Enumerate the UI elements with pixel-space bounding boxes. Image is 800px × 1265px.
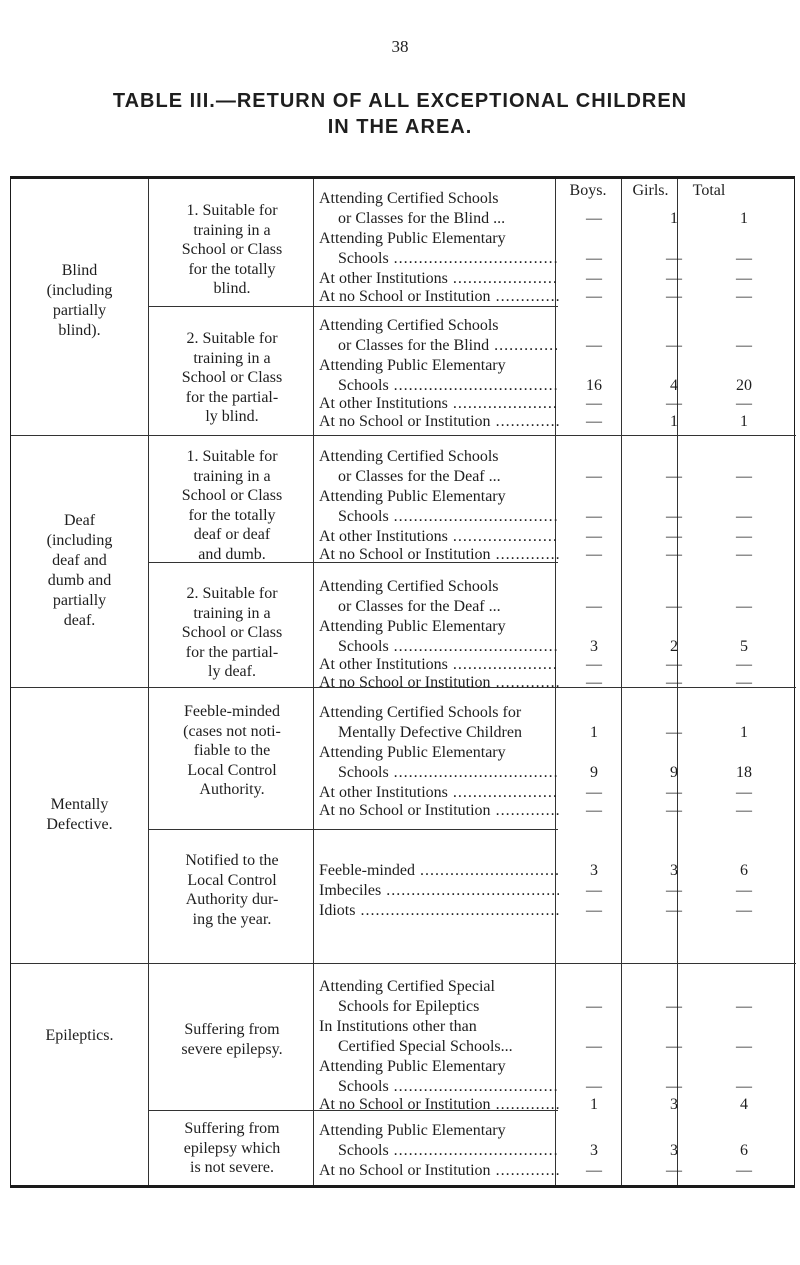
subcategory-not-severe-epilepsy: Suffering from epilepsy which is not severe. xyxy=(183,1120,281,1176)
subcategory-severe-epilepsy: Suffering from severe epilepsy. xyxy=(181,1021,283,1058)
row-label: Mentally Defective Children xyxy=(338,724,522,741)
row-label: or Classes for the Blind ..... xyxy=(338,336,559,356)
boys-value: 3 xyxy=(590,862,598,879)
table-row xyxy=(319,881,796,901)
row-label: Imbeciles ..... xyxy=(319,881,559,901)
boys-value: — xyxy=(586,784,602,801)
total-value: 20 xyxy=(736,377,752,394)
row-label: At other Institutions ..... xyxy=(319,269,559,289)
row-label: Attending Certified Schools xyxy=(319,578,499,595)
total-value: — xyxy=(736,674,752,691)
table-row xyxy=(319,1095,796,1115)
total-value: — xyxy=(736,1162,752,1179)
girls-value: — xyxy=(666,998,682,1015)
row-label: Attending Public Elementary xyxy=(319,357,506,374)
girls-value: — xyxy=(666,724,682,741)
table-row xyxy=(319,1141,796,1161)
total-value: — xyxy=(736,656,752,673)
table-subtitle: IN THE AREA. xyxy=(327,116,473,138)
boys-value: — xyxy=(586,288,602,305)
table-row xyxy=(319,356,796,376)
boys-value: — xyxy=(586,337,602,354)
category-deaf: Deaf (including deaf and dumb and partially deaf. xyxy=(46,512,113,629)
total-value: — xyxy=(736,250,752,267)
total-value: 1 xyxy=(740,413,748,430)
row-label: In Institutions other than xyxy=(319,1018,477,1035)
table-row xyxy=(319,997,796,1017)
row-label: At no School or Institution ..... xyxy=(319,1095,559,1115)
exceptional-children-table xyxy=(10,176,795,1188)
girls-value: — xyxy=(666,1078,682,1095)
girls-value: 1 xyxy=(670,210,678,227)
boys-value: 9 xyxy=(590,764,598,781)
girls-value: 1 xyxy=(670,413,678,430)
row-rule xyxy=(148,829,558,830)
girls-value: — xyxy=(666,674,682,691)
subcategory-partially-blind: 2. Suitable for training in a School or Class for the partial- ly blind. xyxy=(181,330,283,425)
subcategory-totally-deaf: 1. Suitable for training in a School or Class for the totally deaf or deaf and dumb. xyxy=(181,448,283,563)
boys-value: — xyxy=(586,546,602,563)
row-label: Schools ..... xyxy=(338,376,559,396)
girls-value: — xyxy=(666,250,682,267)
total-value: — xyxy=(736,598,752,615)
row-label: Schools ..... xyxy=(338,637,559,657)
total-value: — xyxy=(736,508,752,525)
header-total: Total xyxy=(692,182,726,199)
table-row xyxy=(319,447,796,467)
table-row xyxy=(319,487,796,507)
total-value: — xyxy=(736,902,752,919)
total-value: 4 xyxy=(740,1096,748,1113)
subcategory-totally-blind: 1. Suitable for training in a School or Class for the totally blind. xyxy=(181,202,283,297)
girls-value: 9 xyxy=(670,764,678,781)
total-value: — xyxy=(736,998,752,1015)
total-value: 5 xyxy=(740,638,748,655)
boys-value: 16 xyxy=(586,377,602,394)
total-value: — xyxy=(736,882,752,899)
row-label: Schools for Epileptics xyxy=(338,998,480,1015)
table-row xyxy=(319,763,796,783)
row-label: Attending Certified Special xyxy=(319,978,495,995)
total-value: — xyxy=(736,528,752,545)
total-value: — xyxy=(736,1078,752,1095)
row-label: At no School or Institution ..... xyxy=(319,545,559,565)
table-row xyxy=(319,467,796,487)
girls-value: — xyxy=(666,528,682,545)
boys-value: 1 xyxy=(590,1096,598,1113)
girls-value: — xyxy=(666,656,682,673)
boys-value: — xyxy=(586,413,602,430)
total-value: — xyxy=(736,337,752,354)
boys-value: — xyxy=(586,598,602,615)
total-value: — xyxy=(736,546,752,563)
boys-value: — xyxy=(586,210,602,227)
girls-value: — xyxy=(666,395,682,412)
table-row xyxy=(319,527,796,547)
table-row xyxy=(319,1037,796,1057)
girls-value: — xyxy=(666,882,682,899)
row-label: Attending Certified Schools xyxy=(319,317,499,334)
row-label: or Classes for the Deaf ... xyxy=(338,468,501,485)
table-row xyxy=(319,269,796,289)
row-label: Attending Public Elementary xyxy=(319,1122,506,1139)
table-row xyxy=(319,1161,796,1181)
row-rule xyxy=(11,435,796,436)
boys-value: — xyxy=(586,998,602,1015)
total-value: — xyxy=(736,395,752,412)
row-label: Schools ..... xyxy=(338,1077,559,1097)
boys-value: — xyxy=(586,528,602,545)
girls-value: — xyxy=(666,902,682,919)
girls-value: — xyxy=(666,508,682,525)
row-label: Schools ..... xyxy=(338,1141,559,1161)
table-row xyxy=(319,336,796,356)
boys-value: — xyxy=(586,656,602,673)
total-value: — xyxy=(736,288,752,305)
subcategory-notified: Notified to the Local Control Authority dur- ing the year. xyxy=(185,852,279,928)
table-title: TABLE III.—RETURN OF ALL EXCEPTIONAL CHILDREN xyxy=(112,90,688,112)
table-row xyxy=(319,1057,796,1077)
table-row xyxy=(319,861,796,881)
table-row xyxy=(319,249,796,269)
girls-value: 3 xyxy=(670,1096,678,1113)
boys-value: — xyxy=(586,468,602,485)
category-blind: Blind (including partially blind). xyxy=(46,262,113,339)
table-row xyxy=(319,977,796,997)
boys-value: 3 xyxy=(590,638,598,655)
table-row xyxy=(319,783,796,803)
girls-value: — xyxy=(666,802,682,819)
row-label: Attending Public Elementary xyxy=(319,1058,506,1075)
table-row xyxy=(319,637,796,657)
total-value: — xyxy=(736,1038,752,1055)
girls-value: — xyxy=(666,598,682,615)
table-row xyxy=(319,189,796,209)
table-row xyxy=(319,743,796,763)
girls-value: 3 xyxy=(670,1142,678,1159)
girls-value: 4 xyxy=(670,377,678,394)
table-row xyxy=(319,376,796,396)
row-label: At other Institutions ..... xyxy=(319,783,559,803)
boys-value: — xyxy=(586,902,602,919)
total-value: 1 xyxy=(740,210,748,227)
table-row xyxy=(319,412,796,432)
row-label: Attending Public Elementary xyxy=(319,618,506,635)
row-label: Attending Certified Schools xyxy=(319,190,499,207)
table-row xyxy=(319,801,796,821)
boys-value: 3 xyxy=(590,1142,598,1159)
row-label: At other Institutions ..... xyxy=(319,655,559,675)
row-label: At no School or Institution ..... xyxy=(319,1161,559,1181)
girls-value: — xyxy=(666,1162,682,1179)
row-label: Schools ..... xyxy=(338,763,559,783)
row-label: or Classes for the Deaf ... xyxy=(338,598,501,615)
girls-value: — xyxy=(666,1038,682,1055)
row-label: At other Institutions ..... xyxy=(319,394,559,414)
row-label: At other Institutions ..... xyxy=(319,527,559,547)
table-row xyxy=(319,287,796,307)
table-row xyxy=(319,577,796,597)
row-label: or Classes for the Blind ... xyxy=(338,210,506,227)
girls-value: 2 xyxy=(670,638,678,655)
table-row xyxy=(319,723,796,743)
boys-value: — xyxy=(586,508,602,525)
boys-value: — xyxy=(586,802,602,819)
row-label: At no School or Institution ..... xyxy=(319,412,559,432)
category-epileptics: Epileptics. xyxy=(45,1027,114,1044)
boys-value: — xyxy=(586,882,602,899)
row-label: At no School or Institution ..... xyxy=(319,673,559,693)
boys-value: — xyxy=(586,1162,602,1179)
table-row xyxy=(319,316,796,336)
table-row xyxy=(319,673,796,693)
table-row xyxy=(319,209,796,229)
table-row xyxy=(319,229,796,249)
table-row xyxy=(319,597,796,617)
boys-value: — xyxy=(586,270,602,287)
table-row xyxy=(319,507,796,527)
total-value: — xyxy=(736,270,752,287)
row-label: Attending Public Elementary xyxy=(319,744,506,761)
row-label: At no School or Institution ..... xyxy=(319,287,559,307)
total-value: — xyxy=(736,802,752,819)
row-label: At no School or Institution ..... xyxy=(319,801,559,821)
row-label: Schools ..... xyxy=(338,249,559,269)
total-value: — xyxy=(736,784,752,801)
row-label: Idiots ..... xyxy=(319,901,559,921)
girls-value: — xyxy=(666,270,682,287)
boys-value: — xyxy=(586,395,602,412)
table-row xyxy=(319,901,796,921)
table-row xyxy=(319,1077,796,1097)
boys-value: — xyxy=(586,250,602,267)
table-row xyxy=(319,655,796,675)
boys-value: — xyxy=(586,1078,602,1095)
row-label: Schools ..... xyxy=(338,507,559,527)
table-row xyxy=(319,703,796,723)
girls-value: 3 xyxy=(670,862,678,879)
subcategory-partially-deaf: 2. Suitable for training in a School or Class for the partial- ly deaf. xyxy=(181,585,283,680)
total-value: 6 xyxy=(740,1142,748,1159)
total-value: 18 xyxy=(736,764,752,781)
row-label: Attending Certified Schools for xyxy=(319,704,522,721)
row-label: Attending Public Elementary xyxy=(319,230,506,247)
header-girls: Girls. xyxy=(632,182,669,199)
row-rule xyxy=(11,963,796,964)
boys-value: — xyxy=(586,674,602,691)
girls-value: — xyxy=(666,337,682,354)
header-boys: Boys. xyxy=(569,182,607,199)
row-label: Attending Public Elementary xyxy=(319,488,506,505)
girls-value: — xyxy=(666,546,682,563)
total-value: 1 xyxy=(740,724,748,741)
table-row xyxy=(319,1121,796,1141)
table-row xyxy=(319,545,796,565)
total-value: — xyxy=(736,468,752,485)
row-label: Attending Certified Schools xyxy=(319,448,499,465)
total-value: 6 xyxy=(740,862,748,879)
boys-value: 1 xyxy=(590,724,598,741)
row-label: Certified Special Schools... xyxy=(338,1038,513,1055)
row-label: Feeble-minded ..... xyxy=(319,861,559,881)
table-row xyxy=(319,394,796,414)
boys-value: — xyxy=(586,1038,602,1055)
table-row xyxy=(319,1017,796,1037)
table-row xyxy=(319,617,796,637)
category-mentally-defective: Mentally Defective. xyxy=(46,796,113,833)
girls-value: — xyxy=(666,288,682,305)
subcategory-feeble-minded: Feeble-minded (cases not noti- fiable to the Local Control Authority. xyxy=(183,703,281,798)
page-number: 38 xyxy=(391,37,409,56)
girls-value: — xyxy=(666,468,682,485)
girls-value: — xyxy=(666,784,682,801)
